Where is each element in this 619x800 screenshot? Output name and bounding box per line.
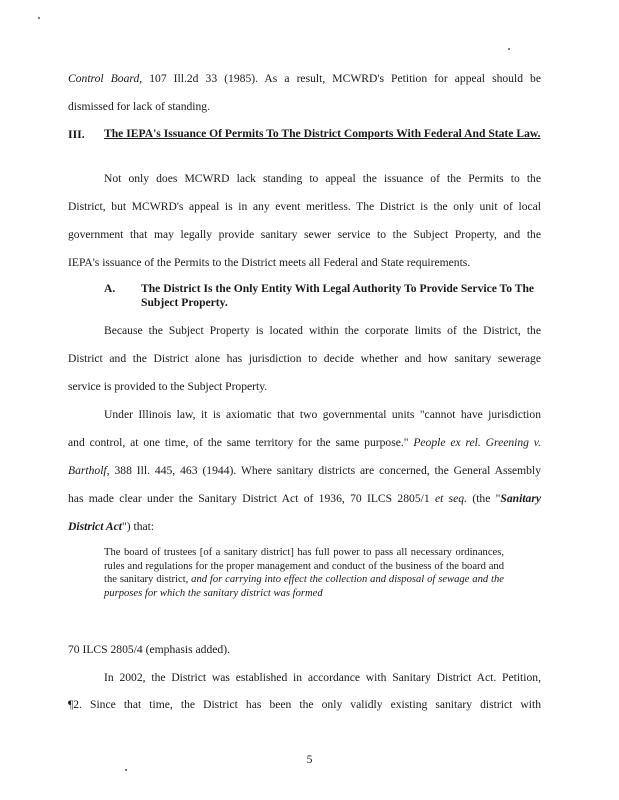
body-line: and control, at one time, of the same territory for the same purpose." People ex rel. Greening v. (68, 436, 541, 449)
body-line: IEPA's issuance of the Permits to the District meets all Federal and State requirements. (68, 256, 471, 269)
case-citation: People ex rel. Greening v. (413, 436, 541, 449)
body-line: In 2002, the District was established in accordance with Sanitary District Act. Petition, (104, 671, 541, 684)
body-line: has made clear under the Sanitary District Act of 1936, 70 ILCS 2805/1 et seq. (the "Sanitary (68, 492, 542, 505)
subsection-letter: A. (104, 282, 116, 295)
body-line: service is provided to the Subject Property. (68, 380, 268, 393)
body-line: Under Illinois law, it is axiomatic that two governmental units "cannot have jurisdiction (104, 408, 541, 421)
block-quote: The board of trustees [of a sanitary district] has full power to pass all necessary ordinances, rules and regulations for the proper management and conduct of the business of the board and the sanitary district, and for carrying into effect the collection and disposal of sewage and the purposes for which the sanitary district was formed (104, 547, 504, 599)
scan-speck (38, 17, 40, 19)
page-number: 5 (306, 753, 313, 766)
body-line: District Act") that: (68, 520, 155, 533)
section-heading: The IEPA's Issuance Of Permits To The District Comports With Federal And State Law. (104, 127, 541, 140)
scan-speck (508, 48, 510, 50)
body-line: dismissed for lack of standing. (68, 100, 211, 113)
subsection-heading: The District Is the Only Entity With Legal Authority To Provide Service To The Subject Property. (141, 282, 535, 309)
body-line: Bartholf, 388 Ill. 445, 463 (1944). Where sanitary districts are concerned, the General Assembly (68, 464, 541, 477)
quote-emphasis: and for carrying into effect the collection and disposal of sewage and the purposes for which the sanitary district was formed (104, 574, 504, 599)
case-citation: Bartholf (68, 464, 107, 477)
body-line: Because the Subject Property is located within the corporate limits of the District, the (104, 324, 541, 337)
body-line: District, but MCWRD's appeal is in any event meritless. The District is the only unit of local (68, 200, 541, 213)
body-line: District and the District alone has jurisdiction to decide whether and how sanitary sewerage (68, 352, 541, 365)
body-line: 70 ILCS 2805/4 (emphasis added). (68, 643, 230, 656)
scan-speck (125, 769, 127, 771)
body-line: ¶2. Since that time, the District has been the only validly existing sanitary district with (68, 698, 541, 711)
body-line: Control Board, 107 Ill.2d 33 (1985). As a result, MCWRD's Petition for appeal should be (68, 72, 541, 85)
section-number: III. (68, 127, 85, 141)
body-line: government that may legally provide sanitary sewer service to the Subject Property, and the (68, 228, 541, 241)
body-line: Not only does MCWRD lack standing to appeal the issuance of the Permits to the (104, 172, 541, 185)
